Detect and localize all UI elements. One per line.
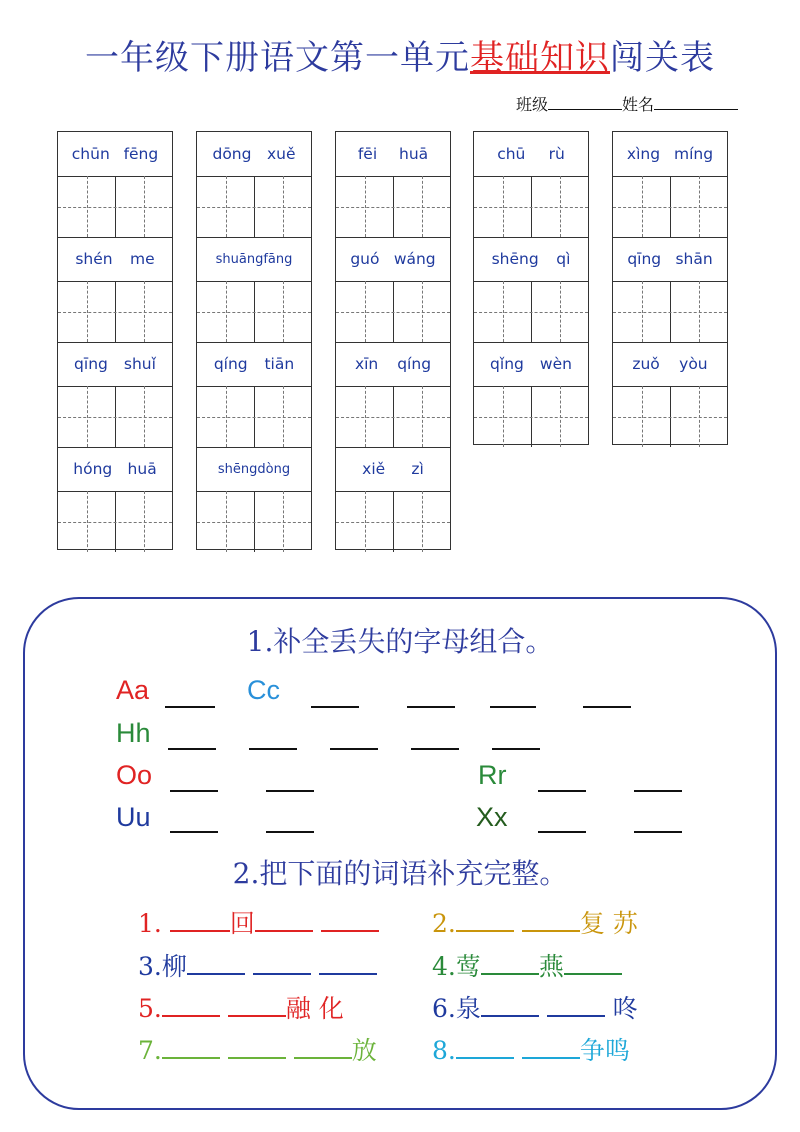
letter-blank[interactable] <box>407 706 455 708</box>
word-blank[interactable] <box>456 1035 514 1059</box>
pinyin-label <box>474 132 588 177</box>
writing-cells[interactable] <box>58 386 172 448</box>
writing-cells[interactable] <box>336 491 450 552</box>
pinyin-syllable: xīn <box>354 355 379 373</box>
section1-title: 1.补全丢失的字母组合。 <box>246 625 554 658</box>
pinyin-syllable: hóng <box>73 460 113 478</box>
letter-blank[interactable] <box>170 831 218 833</box>
letter-blank[interactable] <box>311 706 359 708</box>
pinyin-label <box>336 342 450 387</box>
word-item-4: 4.莺 燕 <box>432 947 622 983</box>
pinyin-syllable: wáng <box>393 250 436 268</box>
letter-blank[interactable] <box>168 748 216 750</box>
pinyin-syllable: chū <box>497 145 526 163</box>
pinyin-syllable: qì <box>556 250 571 268</box>
pinyin-syllable: zuǒ <box>632 355 660 373</box>
pinyin-syllable: fēi <box>357 145 378 163</box>
word-blank[interactable] <box>162 1035 220 1059</box>
writing-cells[interactable] <box>197 491 311 552</box>
word-blank[interactable] <box>187 951 245 975</box>
class-label: 班级 <box>516 95 549 114</box>
title-emphasis: 基础知识 <box>470 38 610 78</box>
pinyin-syllable: qíng <box>213 355 248 373</box>
writing-cells[interactable] <box>58 176 172 238</box>
pinyin-label <box>197 447 311 492</box>
letter-blank[interactable] <box>266 831 314 833</box>
writing-cells[interactable] <box>613 176 727 238</box>
writing-cells[interactable] <box>58 281 172 343</box>
pinyin-syllable: dōng <box>212 145 252 163</box>
letter-blank[interactable] <box>538 831 586 833</box>
letter-blank[interactable] <box>330 748 378 750</box>
letter-blank[interactable] <box>165 706 215 708</box>
pinyin-syllable: qīng <box>74 355 108 373</box>
word-blank[interactable] <box>522 908 580 932</box>
pinyin-label <box>474 342 588 387</box>
pinyin-syllable: rù <box>548 145 565 163</box>
word-item-6: 6.泉 咚 <box>432 994 638 1023</box>
letter-hh: Hh <box>116 718 151 748</box>
letter-blank[interactable] <box>249 748 297 750</box>
pinyin-label <box>58 342 172 387</box>
word-blank[interactable] <box>253 951 311 975</box>
letter-oo: Oo <box>116 760 153 790</box>
pinyin-syllable: qǐng <box>490 355 524 373</box>
pinyin-card <box>335 131 451 550</box>
pinyin-label <box>58 447 172 492</box>
pinyin-label <box>58 132 172 177</box>
pinyin-syllable: huā <box>399 145 429 163</box>
word-blank[interactable] <box>522 1035 580 1059</box>
word-blank[interactable] <box>547 993 605 1017</box>
pinyin-syllable: shuǐ <box>123 355 156 373</box>
word-item-1: 1. 回 <box>138 904 379 940</box>
writing-cells[interactable] <box>197 386 311 448</box>
word-blank[interactable] <box>228 1035 286 1059</box>
pinyin-syllable: wèn <box>539 355 572 373</box>
writing-cells[interactable] <box>474 281 588 343</box>
word-item-2: 2. 复 苏 <box>432 909 638 938</box>
pinyin-syllable: zì <box>411 460 424 478</box>
class-name-row <box>516 92 738 115</box>
writing-cells[interactable] <box>613 386 727 447</box>
pinyin-syllable: xìng <box>626 145 661 163</box>
pinyin-card <box>473 131 589 445</box>
pinyin-syllable: qīng <box>627 250 662 268</box>
name-blank[interactable] <box>654 95 738 110</box>
pinyin-syllable: shén <box>75 250 113 268</box>
word-blank[interactable] <box>294 1035 352 1059</box>
word-item-3: 3.柳 <box>138 947 377 983</box>
letter-uu: Uu <box>116 802 151 832</box>
letter-blank[interactable] <box>634 790 682 792</box>
word-item-7: 7. 放 <box>138 1036 377 1065</box>
pinyin-card <box>57 131 173 550</box>
writing-cells[interactable] <box>474 386 588 447</box>
pinyin-label <box>336 237 450 282</box>
word-item-5: 5. 融 化 <box>138 994 344 1023</box>
letter-blank[interactable] <box>266 790 314 792</box>
word-blank[interactable] <box>321 908 379 932</box>
pinyin-syllable: xuě <box>266 145 296 163</box>
letter-blank[interactable] <box>490 706 536 708</box>
pinyin-syllable: shuāngfāng <box>215 251 293 267</box>
pinyin-syllable: fēng <box>123 145 159 163</box>
pinyin-syllable: tiān <box>264 355 295 373</box>
letter-xx: Xx <box>476 802 508 832</box>
pinyin-syllable: shān <box>675 250 713 268</box>
pinyin-label <box>474 237 588 282</box>
pinyin-label <box>197 237 311 282</box>
letter-blank[interactable] <box>583 706 631 708</box>
name-label: 姓名 <box>622 95 655 114</box>
pinyin-label <box>613 237 727 282</box>
letter-rr: Rr <box>478 760 507 790</box>
pinyin-syllable: xiě <box>362 460 386 478</box>
pinyin-syllable: shēng <box>491 250 539 268</box>
pinyin-card <box>196 131 312 550</box>
word-blank[interactable] <box>481 993 539 1017</box>
pinyin-syllable: me <box>129 250 155 268</box>
pinyin-label <box>197 132 311 177</box>
word-blank[interactable] <box>319 951 377 975</box>
section2-title: 2.把下面的词语补充完整。 <box>232 857 568 890</box>
word-blank[interactable] <box>162 993 220 1017</box>
letter-blank[interactable] <box>634 831 682 833</box>
pinyin-label <box>613 342 727 387</box>
writing-cells[interactable] <box>197 176 311 238</box>
letter-cc: Cc <box>247 675 280 705</box>
writing-cells[interactable] <box>336 386 450 448</box>
letter-blank[interactable] <box>538 790 586 792</box>
writing-cells[interactable] <box>58 491 172 552</box>
pinyin-syllable: míng <box>674 145 714 163</box>
pinyin-syllable: qíng <box>397 355 432 373</box>
pinyin-card <box>612 131 728 445</box>
pinyin-syllable: chūn <box>71 145 110 163</box>
pinyin-label <box>336 447 450 492</box>
writing-cells[interactable] <box>474 176 588 238</box>
letter-blank[interactable] <box>492 748 540 750</box>
writing-cells[interactable] <box>613 281 727 343</box>
letter-aa: Aa <box>116 675 150 705</box>
pinyin-label <box>613 132 727 177</box>
word-blank[interactable] <box>228 993 286 1017</box>
writing-cells[interactable] <box>336 176 450 238</box>
word-blank[interactable] <box>170 908 230 932</box>
pinyin-syllable: guó <box>350 250 380 268</box>
writing-cells[interactable] <box>336 281 450 343</box>
letter-blank[interactable] <box>170 790 218 792</box>
page-title: 一年级下册语文第一单元基础知识闯关表 <box>85 38 715 78</box>
pinyin-label <box>336 132 450 177</box>
pinyin-syllable: huā <box>127 460 157 478</box>
word-blank[interactable] <box>564 951 622 975</box>
pinyin-label <box>58 237 172 282</box>
word-item-8: 8. 争鸣 <box>432 1036 630 1065</box>
word-blank[interactable] <box>456 908 514 932</box>
letter-blank[interactable] <box>411 748 459 750</box>
pinyin-syllable: shēngdòng <box>217 461 291 477</box>
pinyin-syllable: yòu <box>679 355 708 373</box>
writing-cells[interactable] <box>197 281 311 343</box>
class-blank[interactable] <box>548 95 622 110</box>
word-blank[interactable] <box>481 951 539 975</box>
word-blank[interactable] <box>255 908 313 932</box>
pinyin-label <box>197 342 311 387</box>
